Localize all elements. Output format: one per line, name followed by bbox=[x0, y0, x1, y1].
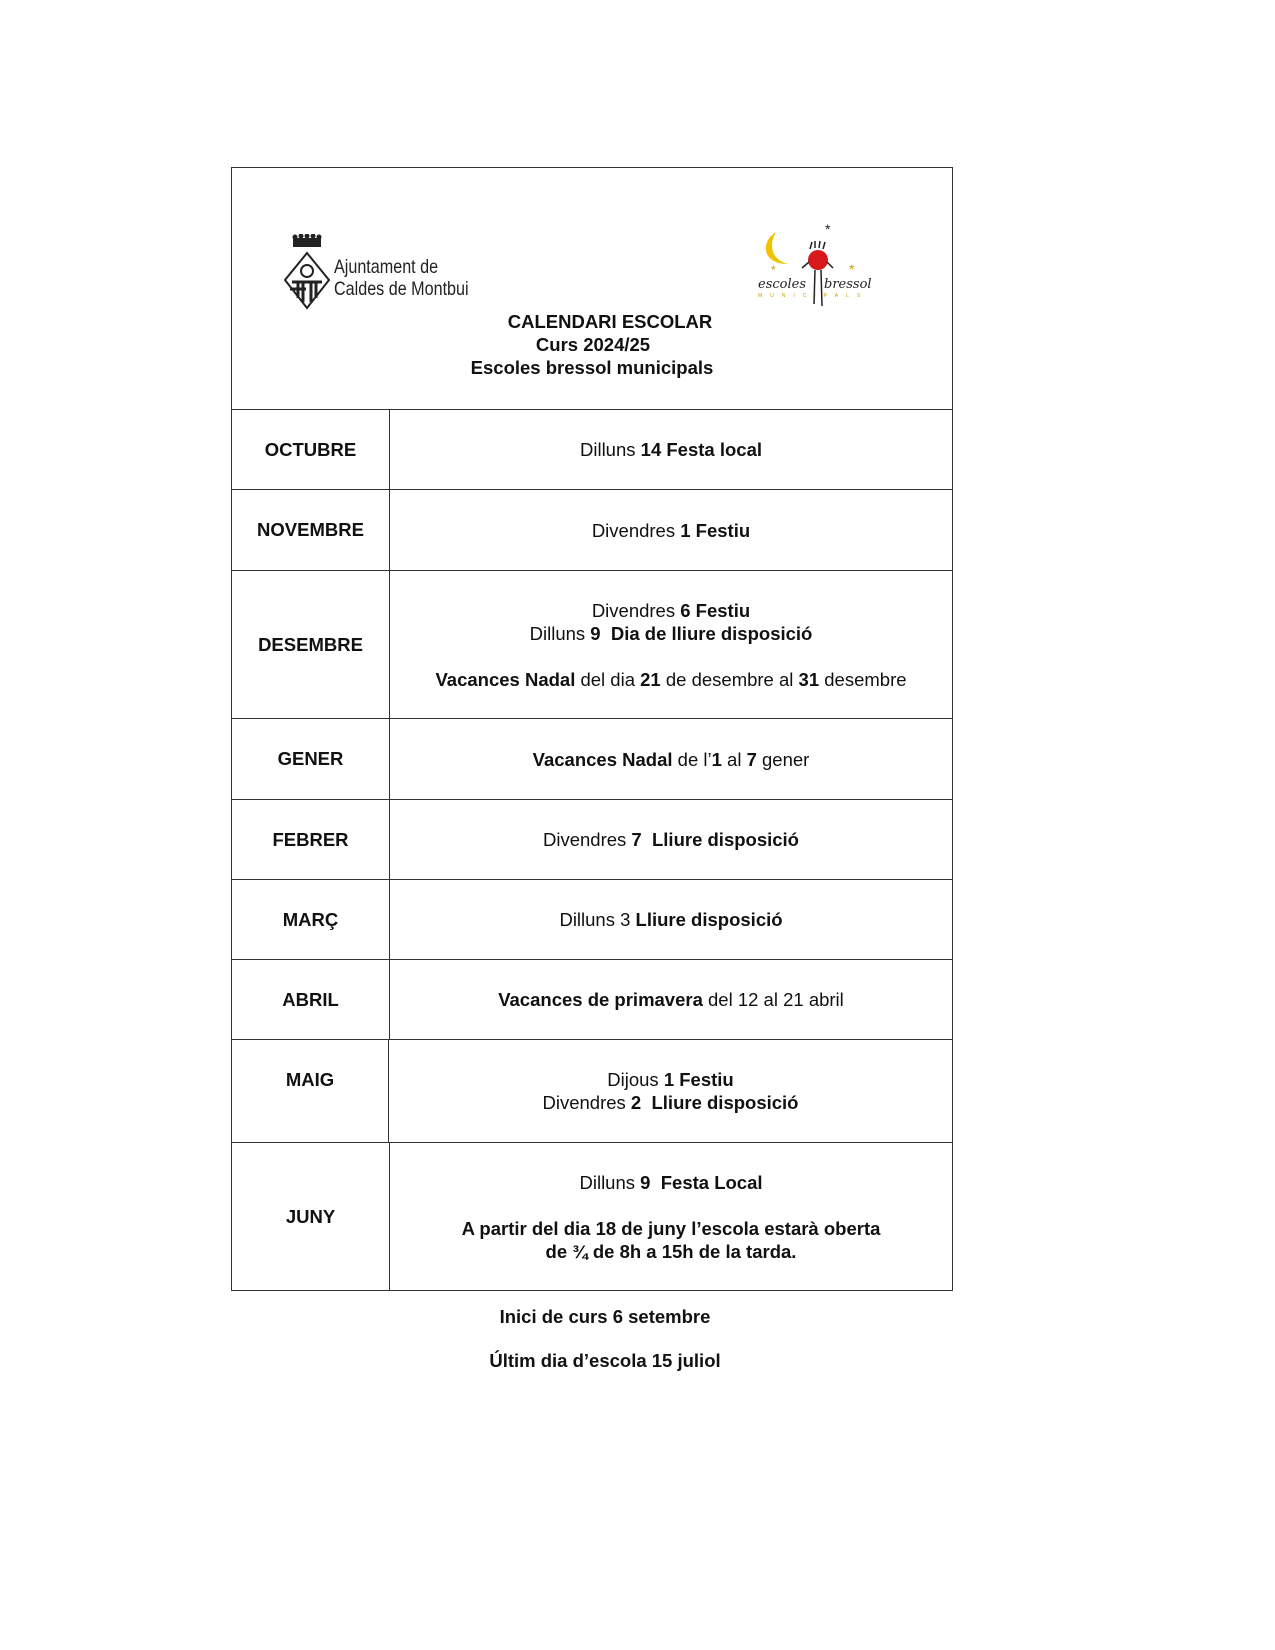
svg-text:*: * bbox=[825, 224, 831, 237]
month-events bbox=[390, 410, 952, 489]
event-text-bold: 9 Dia de lliure disposició bbox=[590, 622, 813, 644]
calendar-table bbox=[231, 167, 953, 1291]
month-label: NOVEMBRE bbox=[232, 490, 390, 570]
course-end-note: Últim dia d’escola 15 juliol bbox=[489, 1350, 721, 1371]
month-events bbox=[390, 719, 952, 799]
event-line bbox=[462, 1217, 881, 1240]
event-text: Divendres bbox=[542, 829, 632, 850]
svg-text:*: * bbox=[849, 261, 855, 277]
event-text-bold: 7 Lliure disposició bbox=[631, 829, 799, 850]
event-text-bold: 9 Festa Local bbox=[640, 1171, 763, 1193]
event-text: del 12 al 21 abril bbox=[702, 989, 844, 1010]
event-text: Divendres bbox=[591, 519, 681, 541]
event-line bbox=[579, 1171, 762, 1194]
event-text: Divendres bbox=[591, 599, 681, 621]
calendar-row bbox=[232, 571, 952, 719]
event-line bbox=[559, 908, 782, 931]
event-text-bold: A partir del dia 18 de juny l’escola estarà oberta bbox=[461, 1217, 881, 1239]
event-text: de desembre al bbox=[660, 668, 799, 690]
event-text: gener bbox=[756, 748, 810, 770]
course-text: Curs 2024/25 bbox=[535, 334, 651, 355]
calendar-row bbox=[232, 1143, 952, 1290]
month-label: FEBRER bbox=[232, 800, 390, 879]
month-label: MARÇ bbox=[232, 880, 390, 959]
month-events bbox=[390, 1143, 952, 1290]
event-text-bold: 2 Lliure disposició bbox=[630, 1092, 799, 1113]
calendar-row bbox=[232, 719, 952, 800]
svg-text:MUNICIPALS: MUNICIPALS bbox=[758, 293, 869, 299]
event-text-bold: 21 bbox=[640, 668, 661, 690]
event-text-bold: 1 Festiu bbox=[663, 1069, 734, 1090]
event-line bbox=[543, 828, 799, 851]
month-label: OCTUBRE bbox=[232, 410, 390, 489]
event-text-bold: 1 bbox=[711, 748, 722, 770]
month-label: ABRIL bbox=[232, 960, 390, 1039]
event-text-bold: Lliure disposició bbox=[635, 909, 783, 930]
title-text: CALENDARI ESCOLAR bbox=[507, 311, 713, 332]
event-line bbox=[607, 1068, 733, 1091]
calendar-row bbox=[232, 490, 952, 571]
event-text: desembre bbox=[819, 668, 907, 690]
event-line bbox=[546, 1240, 797, 1263]
calendar-rows bbox=[232, 410, 952, 1290]
calendar-row bbox=[232, 800, 952, 880]
calendar-row bbox=[232, 880, 952, 960]
course-start-note: Inici de curs 6 setembre bbox=[499, 1306, 711, 1327]
svg-text:Ajuntament de: Ajuntament de bbox=[334, 255, 439, 278]
event-text: al bbox=[721, 748, 747, 770]
month-label: MAIG bbox=[232, 1040, 389, 1142]
month-events bbox=[389, 1040, 952, 1142]
event-line bbox=[530, 622, 813, 645]
event-text-bold: 31 bbox=[798, 668, 820, 690]
svg-text:Caldes de Montbui: Caldes de Montbui bbox=[334, 277, 469, 300]
event-text-bold: 1 Festiu bbox=[680, 519, 751, 541]
month-events bbox=[390, 880, 952, 959]
event-text: Dilluns bbox=[579, 1171, 641, 1193]
coat-of-arms-icon bbox=[284, 234, 474, 314]
event-text: Dilluns bbox=[529, 622, 591, 644]
calendar-row bbox=[232, 1040, 952, 1143]
calendar-row bbox=[232, 410, 952, 490]
moon-character-icon bbox=[758, 224, 883, 314]
svg-text:*: * bbox=[771, 263, 776, 277]
event-text: Dijous bbox=[607, 1069, 664, 1090]
table-header bbox=[232, 168, 952, 410]
svg-text:bressol: bressol bbox=[824, 277, 872, 292]
month-label: GENER bbox=[232, 719, 390, 799]
event-line bbox=[498, 988, 844, 1011]
month-label: JUNY bbox=[232, 1143, 390, 1290]
event-line bbox=[533, 748, 810, 771]
event-line bbox=[592, 599, 750, 622]
event-text-bold: 14 Festa local bbox=[640, 439, 762, 460]
month-events bbox=[390, 960, 952, 1039]
event-text: de l’ bbox=[672, 748, 712, 770]
month-events bbox=[390, 800, 952, 879]
event-line bbox=[592, 519, 750, 542]
event-line bbox=[580, 438, 762, 461]
calendar-row bbox=[232, 960, 952, 1040]
event-text: del dia bbox=[575, 668, 641, 690]
event-text-bold: 6 Festiu bbox=[680, 599, 751, 621]
ajuntament-logo bbox=[284, 234, 474, 319]
svg-text:escoles: escoles bbox=[758, 277, 806, 292]
month-events bbox=[390, 571, 952, 718]
escoles-bressol-logo bbox=[758, 224, 883, 319]
event-text: Divendres bbox=[542, 1092, 631, 1113]
event-text: Dilluns 3 bbox=[559, 909, 636, 930]
event-text-bold: Vacances de primavera bbox=[498, 989, 703, 1010]
event-text-bold: Vacances Nadal bbox=[435, 668, 576, 690]
event-line bbox=[435, 668, 906, 691]
event-text-bold: Vacances Nadal bbox=[532, 748, 673, 770]
event-text-bold: de ¾ de 8h a 15h de la tarda. bbox=[545, 1240, 797, 1262]
event-line bbox=[542, 1091, 798, 1114]
month-events bbox=[390, 490, 952, 570]
month-label: DESEMBRE bbox=[232, 571, 390, 718]
event-text-bold: 7 bbox=[746, 748, 757, 770]
event-text: Dilluns bbox=[579, 439, 641, 460]
subtitle-text: Escoles bressol municipals bbox=[470, 357, 714, 378]
